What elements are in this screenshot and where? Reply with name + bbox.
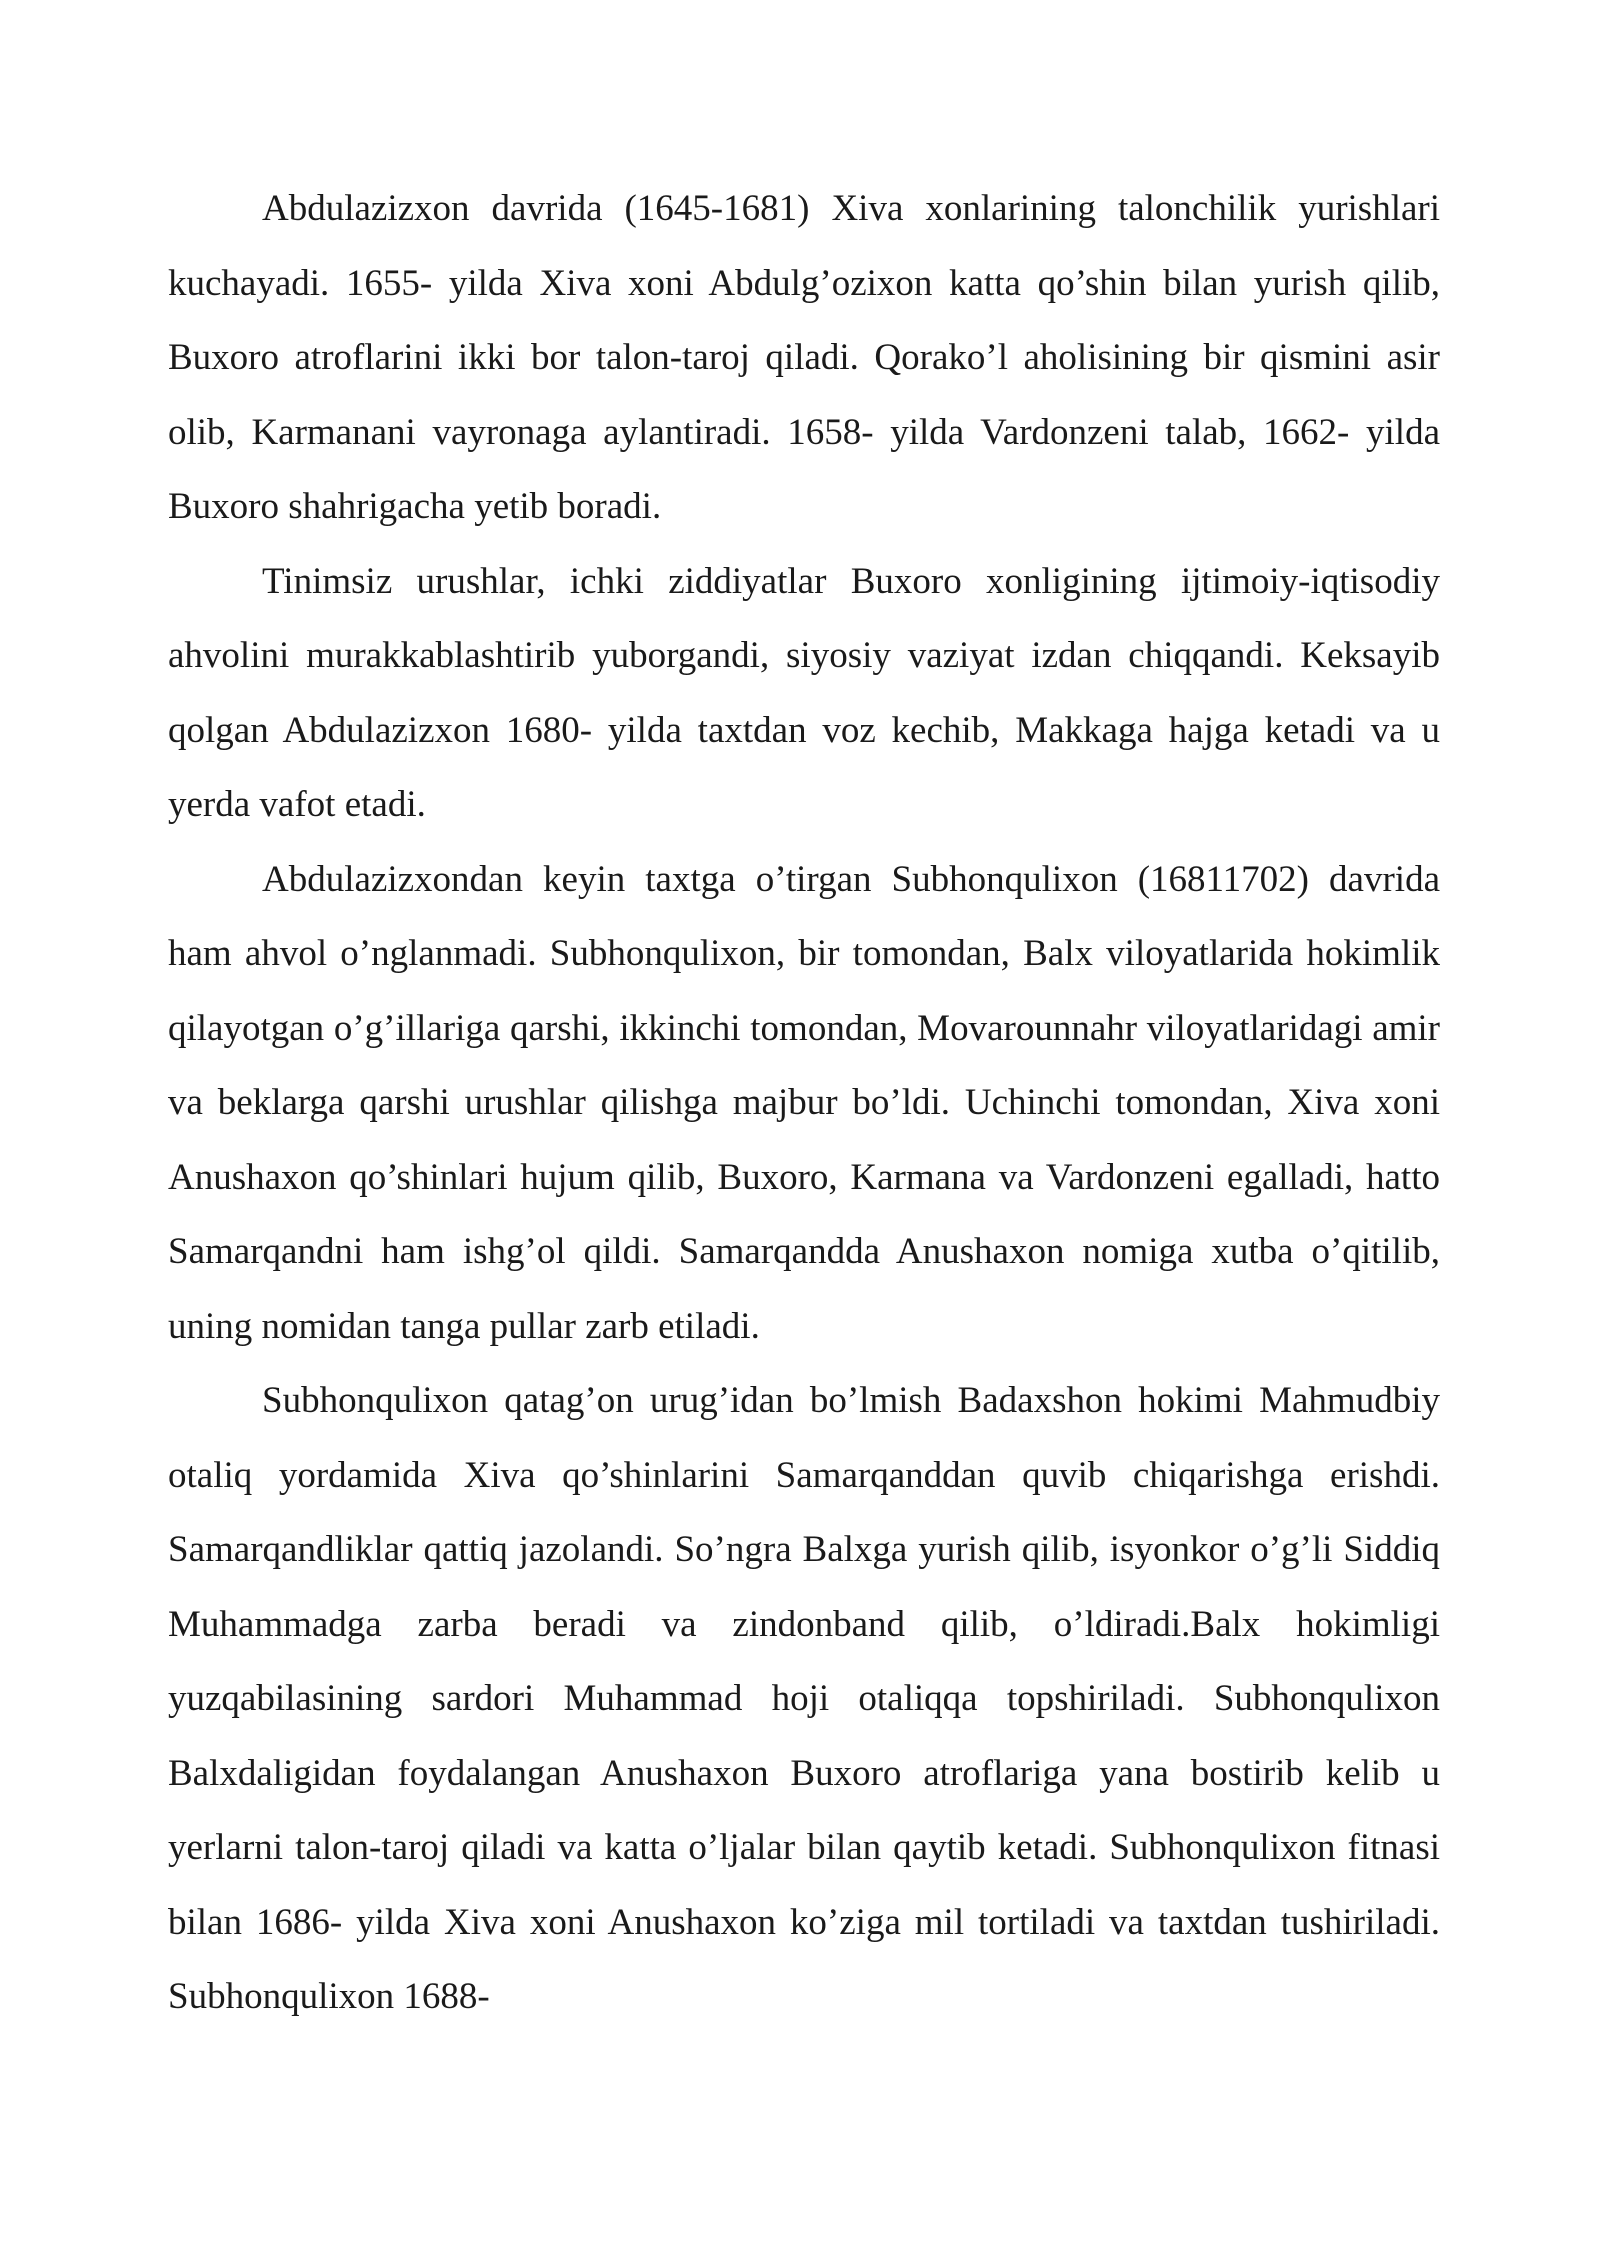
- paragraph-1: Abdulazizxon davrida (1645-1681) Xiva xonlarining talonchilik yurishlari kuchayadi. 1655- yilda Xiva xoni Abdulg’ozixon katta qo’shin bilan yurish qilib, Buxoro atroflarini ikki bor talon-taroj qiladi. Qorako’l aholisining bir qismini asir olib, Karmanani vayronaga aylantiradi. 1658- yilda Vardonzeni talab, 1662- yilda Buxoro shahrigacha yetib boradi.: [168, 188, 1440, 527]
- paragraph-3: Abdulazizxondan keyin taxtga o’tirgan Subhonqulixon (16811702) davrida ham ahvol o’nglanmadi. Subhonqulixon, bir tomondan, Balx viloyatlarida hokimlik qilayotgan o’g’illariga qarshi, ikkinchi tomondan, Movarounnahr viloyatlaridagi amir va beklarga qarshi urushlar qilishga majbur bo’ldi. Uchinchi tomondan, Xiva xoni Anushaxon qo’shinlari hujum qilib, Buxoro, Karmana va Vardonzeni egalladi, hatto Samarqandni ham ishg’ol qildi. Samarqandda Anushaxon nomiga xutba o’qitilib, uning nomidan tanga pullar zarb etiladi.: [168, 858, 1440, 1347]
- document-body: [168, 172, 1440, 2035]
- paragraph-4: Subhonqulixon qatag’on urug’idan bo’lmish Badaxshon hokimi Mahmudbiy otaliq yordamida Xiva qo’shinlarini Samarqanddan quvib chiqarishga erishdi. Samarqandliklar qattiq jazolandi. So’ngra Balxga yurish qilib, isyonkor o’g’li Siddiq Muhammadga zarba beradi va zindonband qilib, o’ldiradi.Balx hokimligi yuzqabilasining sardori Muhammad hoji otaliqqa topshiriladi. Subhonqulixon Balxdaligidan foydalangan Anushaxon Buxoro atroflariga yana bostirib kelib u yerlarni talon-taroj qiladi va katta o’ljalar bilan qaytib ketadi. Subhonqulixon fitnasi bilan 1686- yilda Xiva xoni Anushaxon ko’ziga mil tortiladi va taxtdan tushiriladi. Subhonqulixon 1688-: [168, 1380, 1440, 2017]
- paragraph-2: Tinimsiz urushlar, ichki ziddiyatlar Buxoro xonligining ijtimoiy-iqtisodiy ahvolini murakkablashtirib yuborgandi, siyosiy vaziyat izdan chiqqandi. Keksayib qolgan Abdulazizxon 1680- yilda taxtdan voz kechib, Makkaga hajga ketadi va u yerda vafot etadi.: [168, 560, 1440, 825]
